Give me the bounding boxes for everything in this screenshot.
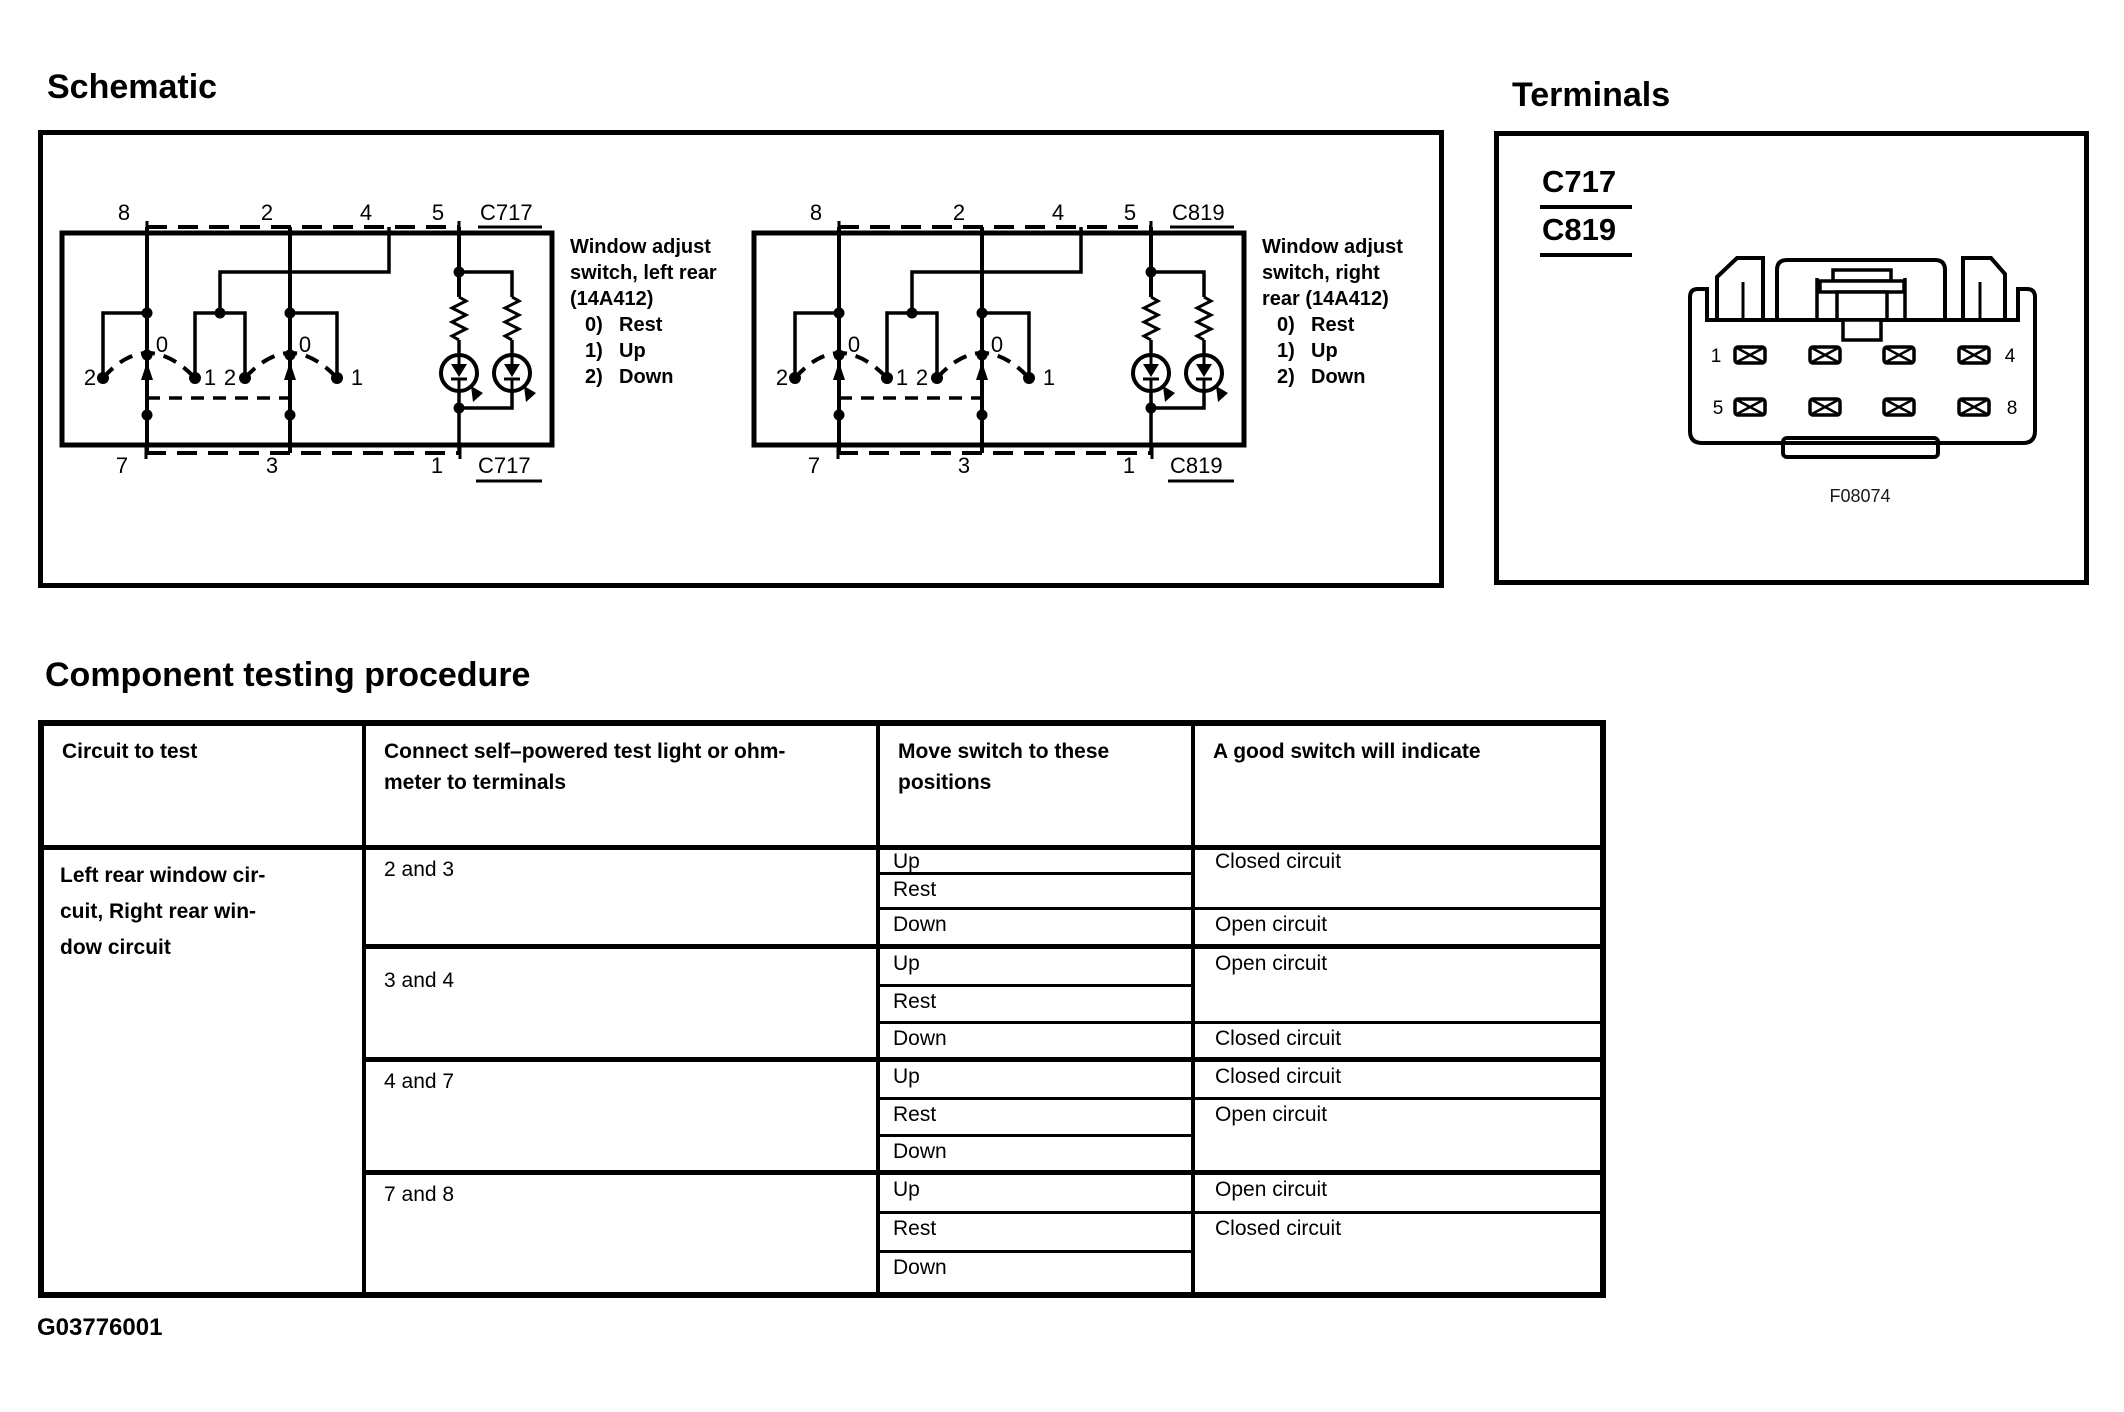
terminal-cavity-icon [1735,347,1765,363]
contact-label: 2 [223,365,237,390]
terminal-number: 3 [957,453,971,478]
illumination-lamp-circuit [1133,227,1228,453]
position-cell: Down [876,1137,1191,1175]
lamp-icon [1133,355,1175,402]
description-line: (14A412) [570,288,654,310]
description-line: rear (14A412) [1262,288,1389,310]
wiper-arrow-icon [833,362,845,380]
position-cell: Down [876,910,1191,949]
contact-label: 0 [298,332,312,357]
terminal-number: 3 [265,453,279,478]
lamp-icon [494,355,536,402]
terminal-number: 2 [260,200,274,225]
latch-stem [1837,292,1887,320]
position-number: 1) [1277,340,1295,362]
header-line: meter to terminals [384,771,567,794]
position-line [1277,364,1403,390]
header-line: Move switch to these [898,740,1110,763]
description-line: switch, right [1262,262,1380,284]
description-line: Window adjust [1262,236,1403,258]
lamp-icon [441,355,483,402]
connector-bottom-tab [1783,438,1938,457]
terminal-number: 7 [115,453,129,478]
connector-left-tab [1717,258,1763,320]
header-line: A good switch will indicate [1213,740,1481,763]
position-number: 0) [585,314,603,336]
result-cell: Closed circuit [1191,1062,1600,1100]
pin-number: 8 [2006,398,2018,419]
result-cell: Open circuit [1191,1100,1600,1175]
position-cell: Up [876,1175,1191,1214]
contact-label: 1 [895,365,909,390]
left-switch-description [570,234,717,390]
contact-label: 0 [155,332,169,357]
pin-number: 5 [1712,398,1724,419]
connector-label-c819: C819 [1540,212,1632,257]
position-label: Rest [619,314,663,336]
position-cell: Down [876,1024,1191,1062]
window-switch-schematic-left-rear [50,190,570,490]
contact-label: 1 [1042,365,1056,390]
terminals-cell: 3 and 4 [362,949,876,1062]
terminal-cavity-icon [1810,399,1840,415]
position-cell: Rest [876,1214,1191,1253]
lamp-icon [1186,355,1228,402]
terminal-number: 1 [430,453,444,478]
contact-label: 0 [847,332,861,357]
terminal-number: 2 [952,200,966,225]
page-figure-code: G03776001 [37,1314,163,1341]
contact-label: 2 [83,365,97,390]
position-label: Down [619,366,674,388]
position-line [585,338,717,364]
header-line: positions [898,771,992,794]
terminal-number: 5 [431,200,445,225]
terminal-number: 4 [359,200,373,225]
connector-label: C717 [478,453,531,478]
table-header-indicate [1191,726,1600,850]
connector-label: C819 [1170,453,1223,478]
schematic-title: Schematic [47,68,218,106]
terminal-cavity-icon [1959,347,1989,363]
position-cell: Up [876,949,1191,987]
connector-figure-code: F08074 [1829,486,1891,506]
connector-label: C819 [1172,200,1225,225]
terminal-cavity-icon [1735,399,1765,415]
position-line [1277,312,1403,338]
contact-label: 2 [915,365,929,390]
terminal-cavity-icon [1959,399,1989,415]
terminal-number: 7 [807,453,821,478]
resistor-icon [505,297,519,340]
description-line: Window adjust [570,236,711,258]
position-label: Up [1311,340,1338,362]
latch-stem-inner [1843,320,1881,340]
position-line [585,312,717,338]
terminal-cavity-icon [1810,347,1840,363]
position-line [1277,338,1403,364]
resistor-icon [452,297,466,340]
position-cell: Rest [876,875,1191,910]
position-cell: Rest [876,987,1191,1024]
resistor-icon [1197,297,1211,340]
header-line: Circuit to test [62,740,198,763]
contact-label: 2 [775,365,789,390]
contact-label: 1 [350,365,364,390]
position-number: 2) [585,366,603,388]
pin-number: 1 [1710,346,1722,367]
result-cell: Open circuit [1191,910,1600,949]
bottom-terminal-bus [146,447,460,459]
position-label: Rest [1311,314,1355,336]
window-switch-schematic-right-rear [742,190,1262,490]
result-cell: Closed circuit [1191,1214,1600,1292]
terminal-cavity-icon [1884,399,1914,415]
terminals-cell: 7 and 8 [362,1175,876,1292]
result-cell: Open circuit [1191,949,1600,1024]
description-line: switch, left rear [570,262,717,284]
resistor-icon [1144,297,1158,340]
table-header-connect [362,726,876,850]
wiper-arrow-icon [141,362,153,380]
position-cell: Rest [876,1100,1191,1137]
position-label: Down [1311,366,1366,388]
contact-label: 1 [203,365,217,390]
illumination-lamp-circuit [441,227,536,453]
component-testing-table [38,720,1606,1298]
pin-number: 4 [2004,346,2016,367]
position-cell: Down [876,1253,1191,1292]
terminal-cavities [1735,347,1989,415]
circuit-line: Left rear window cir- [60,864,266,887]
contact-label: 0 [990,332,1004,357]
position-number: 2) [1277,366,1295,388]
result-cell: Closed circuit [1191,1024,1600,1062]
terminals-cell: 4 and 7 [362,1062,876,1175]
testing-title: Component testing procedure [45,656,531,694]
right-switch-description [1262,234,1403,390]
circuit-cell [44,850,362,1292]
wiper-arrow-icon [976,362,988,380]
position-number: 1) [585,340,603,362]
terminals-cell: 2 and 3 [362,850,876,949]
connector-label: C717 [480,200,533,225]
terminals-title: Terminals [1512,76,1671,114]
position-number: 0) [1277,314,1295,336]
header-line: Connect self–powered test light or ohm- [384,740,786,763]
circuit-line: dow circuit [60,936,171,959]
position-line [585,364,717,390]
connector-face-diagram [1680,250,2045,515]
terminal-number: 5 [1123,200,1137,225]
circuit-line: cuit, Right rear win- [60,900,257,923]
terminal-number: 1 [1122,453,1136,478]
connector-right-tab [1963,258,2005,320]
position-label: Up [619,340,646,362]
result-cell: Open circuit [1191,1175,1600,1214]
position-cell: Up [876,1062,1191,1100]
bottom-terminal-bus [838,447,1152,459]
terminal-cavity-icon [1884,347,1914,363]
connector-label-c717: C717 [1540,164,1632,209]
terminal-number: 8 [809,200,823,225]
wiper-arrow-icon [284,362,296,380]
table-header-circuit [44,726,362,850]
result-cell: Closed circuit [1191,850,1600,910]
table-header-move [876,726,1191,850]
terminal-number: 4 [1051,200,1065,225]
position-cell: Up [876,850,1191,875]
terminal-number: 8 [117,200,131,225]
